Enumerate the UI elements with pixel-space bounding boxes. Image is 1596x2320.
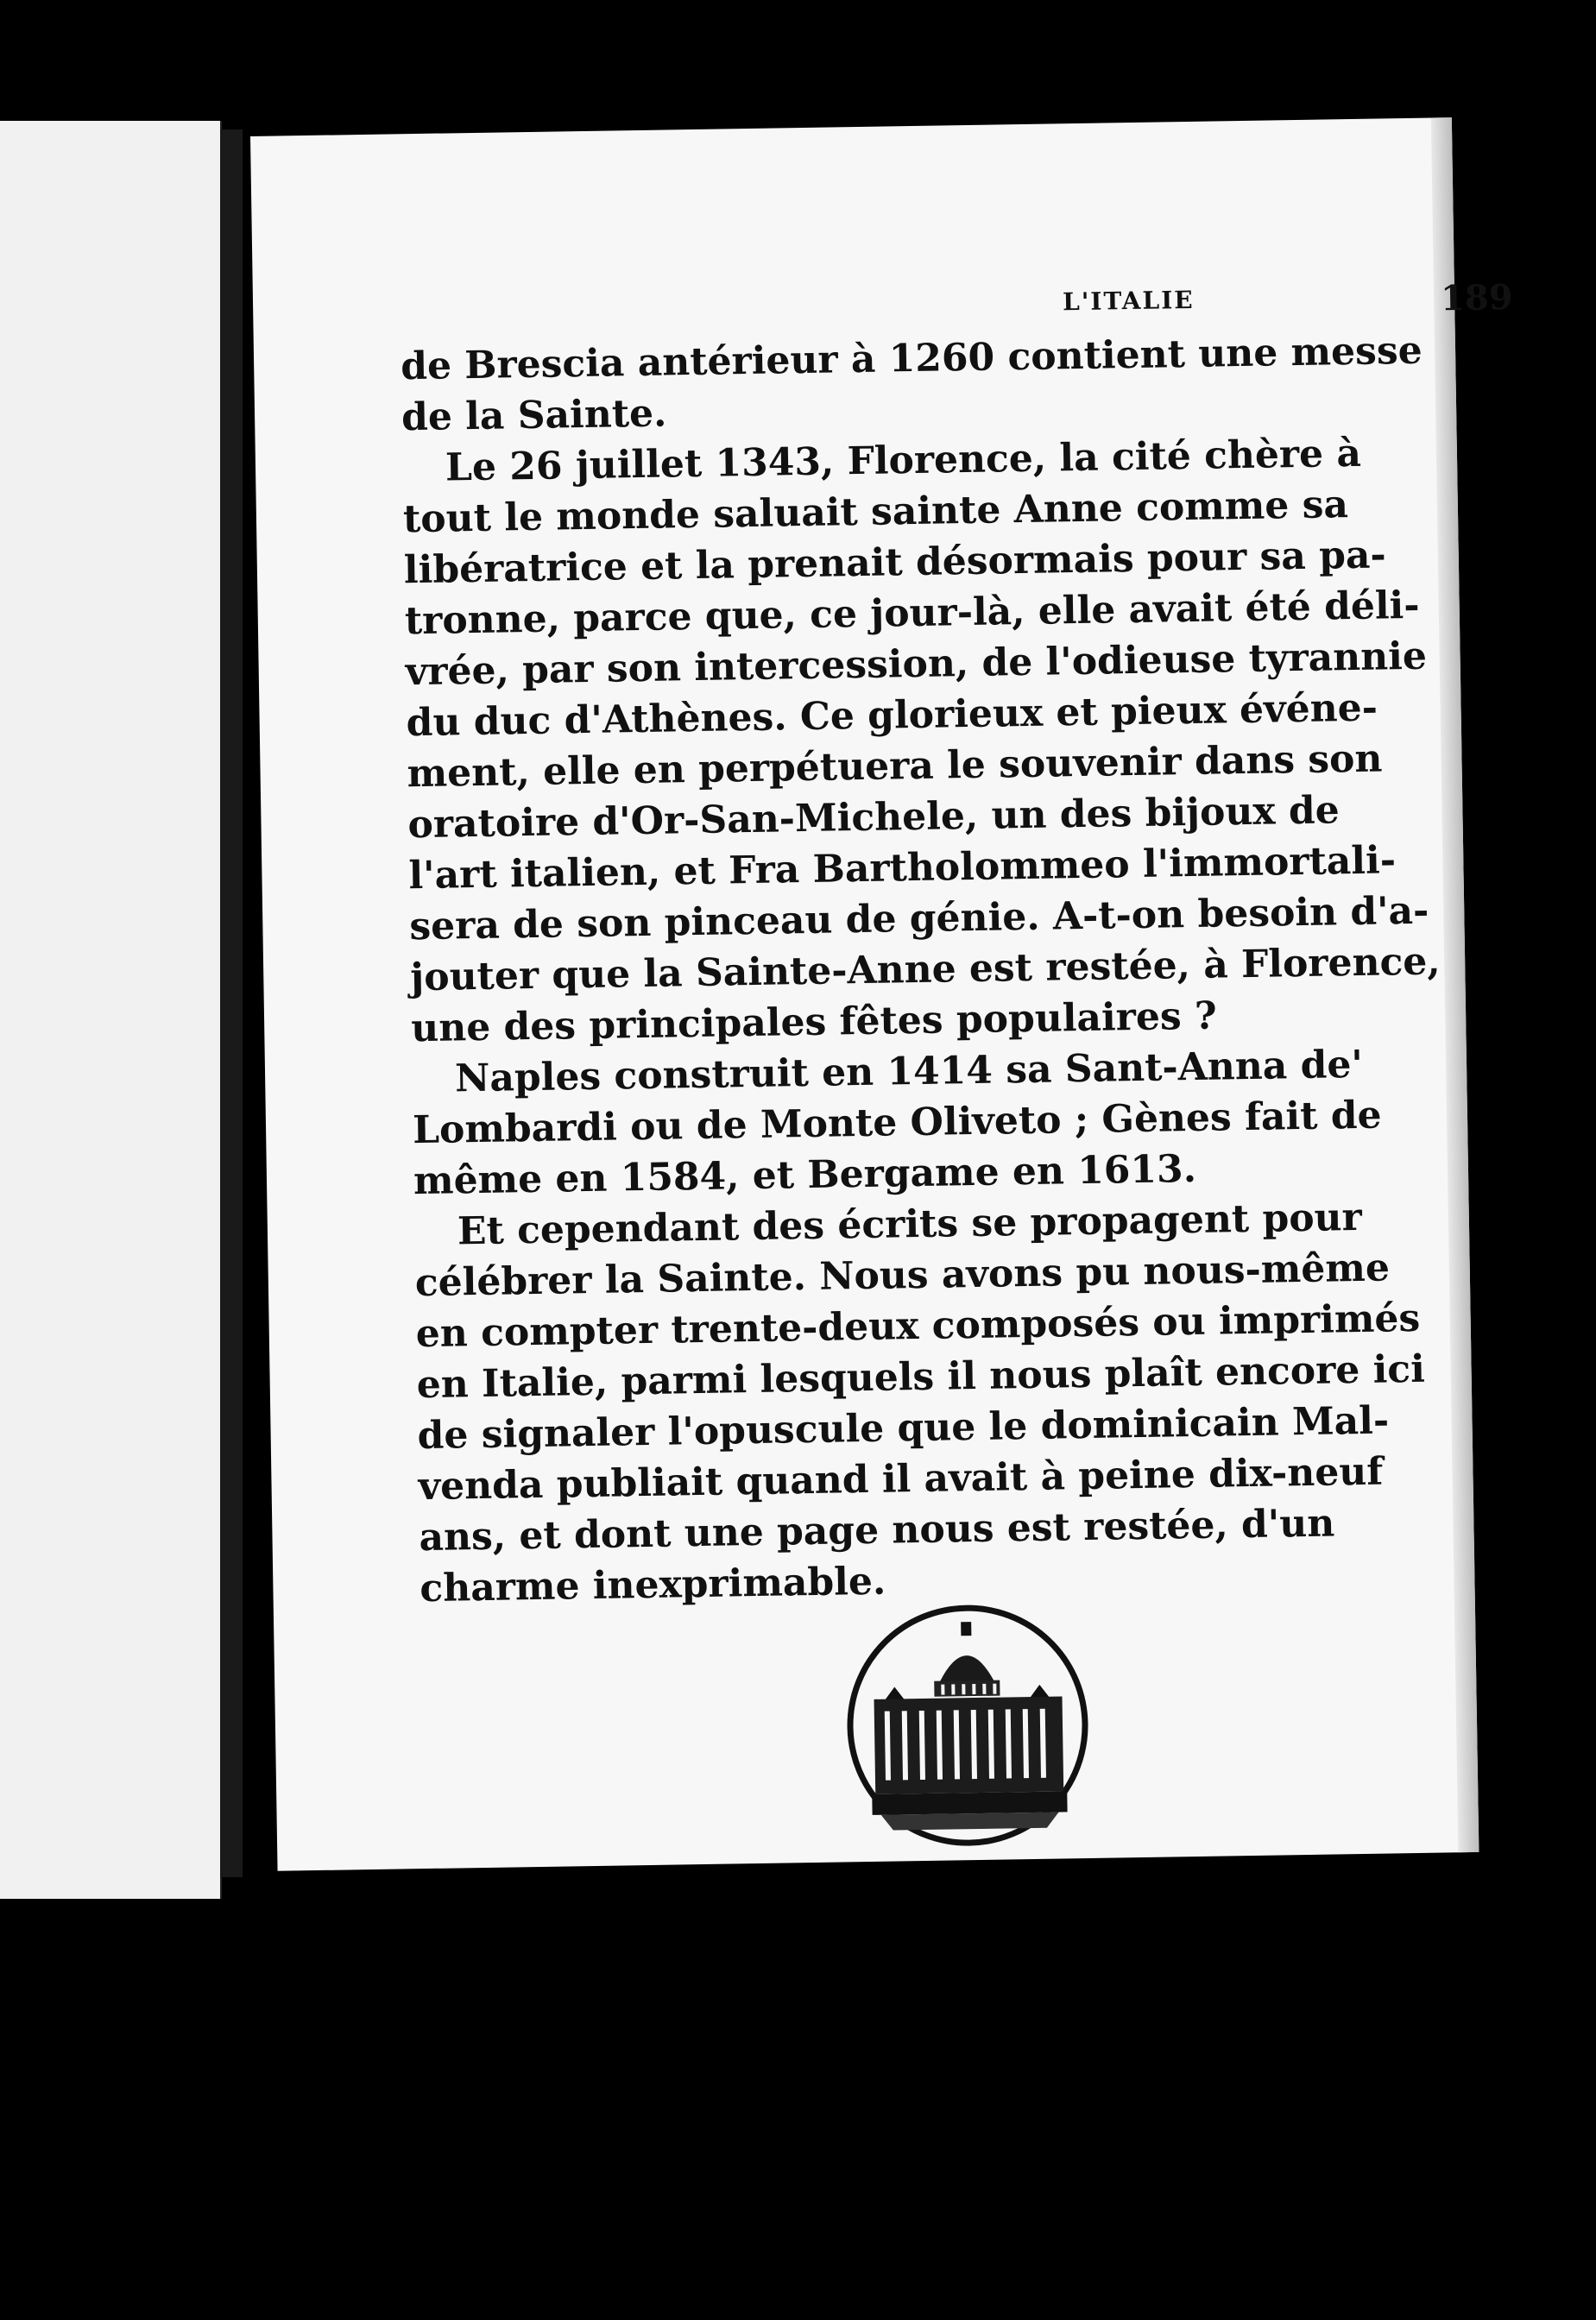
domed-basilica-vignette-icon xyxy=(843,1601,1093,1850)
page-fore-edge xyxy=(1431,117,1479,1852)
text-line: du duc d'Athènes. Ce glorieux et pieux événe- xyxy=(406,685,1378,746)
text-line: l'art italien, et Fra Bartholommeo l'immortali- xyxy=(408,838,1397,898)
running-title: L'ITALIE xyxy=(1062,285,1195,317)
body-text xyxy=(400,327,1441,1614)
text-line: de la Sainte. xyxy=(401,391,667,440)
text-line: tout le monde saluait sainte Anne comme sa xyxy=(402,482,1349,542)
text-line: oratoire d'Or-San-Michele, un des bijoux de xyxy=(407,788,1341,848)
text-line: Naples construit en 1414 sa Sant-Anna de' xyxy=(454,1042,1364,1101)
text-line: charme inexprimable. xyxy=(420,1559,886,1611)
text-line: Lombardi ou de Monte Oliveto ; Gènes fait de xyxy=(412,1093,1382,1153)
page-number: 189 xyxy=(1440,277,1513,319)
text-line: sera de son pinceau de génie. A-t-on besoin d'a- xyxy=(409,888,1429,949)
text-line: de signaler l'opuscule que le dominicain Mal- xyxy=(417,1398,1390,1459)
text-line: jouter que la Sainte-Anne est restée, à Florence, xyxy=(409,939,1441,1000)
text-line: une des principales fêtes populaires ? xyxy=(410,993,1218,1051)
text-line: de Brescia antérieur à 1260 contient une messe xyxy=(400,328,1423,389)
book-page xyxy=(250,117,1513,1871)
text-line: ans, et dont une page nous est restée, d'un xyxy=(419,1501,1335,1560)
text-line: tronne, parce que, ce jour-là, elle avait été déli- xyxy=(404,583,1420,644)
text-line: même en 1584, et Bergame en 1613. xyxy=(413,1146,1197,1204)
text-line: en compter trente-deux composés ou imprimés xyxy=(415,1296,1421,1357)
text-line: vrée, par son intercession, de l'odieuse tyrannie xyxy=(405,634,1428,695)
gutter-shadow xyxy=(220,129,243,1877)
text-line: venda publiait quand il avait à peine dix-neuf xyxy=(418,1449,1384,1510)
text-line: ment, elle en perpétuera le souvenir dans son xyxy=(407,736,1383,797)
text-line: Et cependant des écrits se propagent pour xyxy=(457,1195,1363,1254)
text-line: libératrice et la prenait désormais pour sa pa- xyxy=(403,533,1387,593)
text-line: Le 26 juillet 1343, Florence, la cité chère à xyxy=(445,431,1362,490)
text-line: célébrer la Sainte. Nous avons pu nous-même xyxy=(414,1245,1391,1306)
facing-page-edge xyxy=(0,121,222,1899)
text-line: en Italie, parmi lesquels il nous plaît encore ici xyxy=(416,1346,1426,1408)
